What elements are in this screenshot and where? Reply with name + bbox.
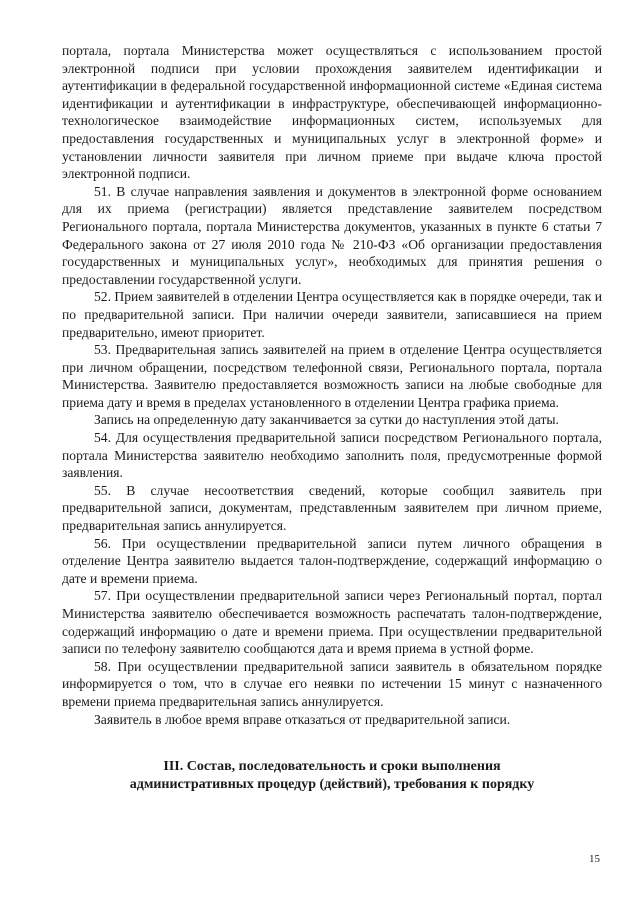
paragraph-58-note: Заявитель в любое время вправе отказаться от предварительной записи. bbox=[94, 711, 511, 727]
section-heading-line-2: административных процедур (действий), требования к порядку bbox=[129, 777, 535, 793]
paragraph-continuation: портала, портала Министерства может осуществляться с использованием простой электронной подписи при условии прохождения заявителем идентификации и аутентификации в федеральной государственной информационной системе «Единая система идентификации и аутентификации в инфраструктуре, обеспечивающей информационно-технологическое взаимодействие информационных систем, используемых для предоставления государственных и муниципальных услуг в электронной форме» и установлении личности заявителя при личном приеме при выдаче ключа простой электронной подписи. bbox=[62, 43, 602, 182]
paragraph-57: 57. При осуществлении предварительной записи через Региональный портал, портал Министерства заявителю обеспечивается возможность распечатать талон-подтверждение, содержащий информацию о дате и времени приема. При осуществлении предварительной записи по телефону заявителю сообщаются дата и время приема в устной форме. bbox=[62, 588, 602, 657]
section-heading-line-1: III. Состав, последовательность и сроки выполнения bbox=[163, 759, 501, 775]
section-heading bbox=[62, 758, 602, 794]
paragraph-51: 51. В случае направления заявления и документов в электронной форме основанием для их приема (регистрации) является представление заявителем посредством Регионального портала, портала Министерства документов, указанных в пункте 6 статьи 7 Федерального закона от 27 июля 2010 года № 210-ФЗ «Об организации предоставления государственных и муниципальных услуг», необходимых для принятия решения о предоставлении государственной услуги. bbox=[62, 183, 602, 287]
paragraph-58: 58. При осуществлении предварительной записи заявитель в обязательном порядке информируется о том, что в случае его неявки по истечении 15 минут с назначенного времени приема предварительная запись аннулируется. bbox=[62, 658, 602, 709]
document-body bbox=[62, 42, 602, 794]
paragraph-56: 56. При осуществлении предварительной записи путем личного обращения в отделение Центра заявителю выдается талон-подтверждение, содержащий информацию о дате и времени приема. bbox=[62, 535, 602, 586]
page-number: 15 bbox=[589, 853, 600, 865]
paragraph-54: 54. Для осуществления предварительной записи посредством Регионального портала, портала Министерства заявителю необходимо заполнить поля, предусмотренные формой заявления. bbox=[62, 430, 602, 481]
paragraph-55: 55. В случае несоответствия сведений, которые сообщил заявитель при предварительной записи, документам, представленным заявителем при личном приеме, предварительная запись аннулируется. bbox=[62, 482, 602, 534]
paragraph-52: 52. Прием заявителей в отделении Центра осуществляется как в порядке очереди, так и по предварительной записи. При наличии очереди заявители, записавшиеся на прием предварительно, имеют приоритет. bbox=[62, 289, 602, 340]
paragraph-53: 53. Предварительная запись заявителей на прием в отделение Центра осуществляется при личном обращении, посредством телефонной связи, Регионального портала, портала Министерства. Заявителю предоставляется возможность записи на любые свободные для приема дату и время в пределах установленного в отделении Центра графика приема. bbox=[62, 342, 602, 410]
paragraph-53-note: Запись на определенную дату заканчивается за сутки до наступления этой даты. bbox=[94, 412, 559, 428]
